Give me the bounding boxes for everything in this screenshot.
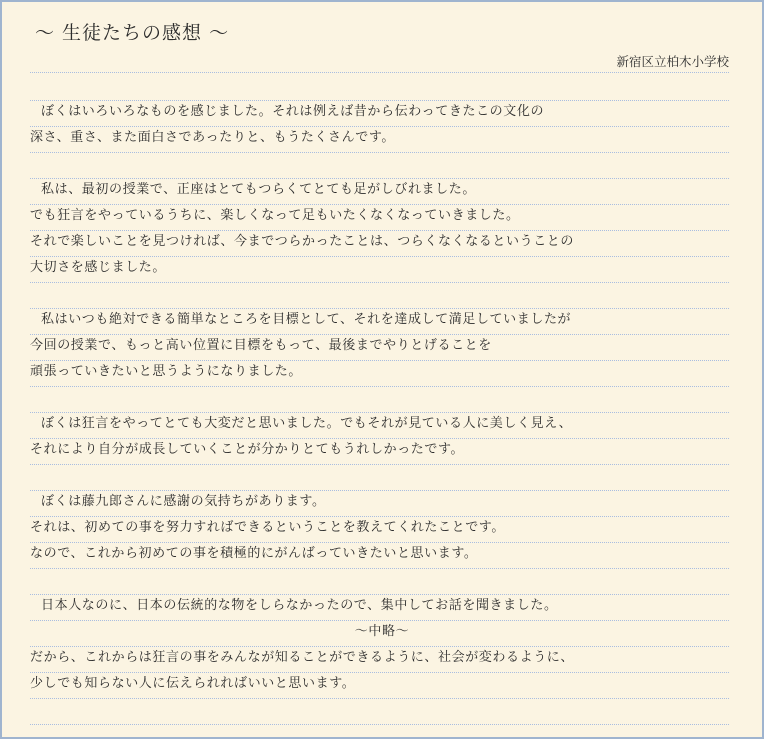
school-name: 新宿区立柏木小学校: [616, 54, 729, 69]
ruled-line: [30, 152, 729, 153]
ruled-line: [30, 698, 729, 699]
essay-line: 大切さを感じました。: [30, 260, 167, 275]
essay-line: それは、初めての事を努力すればできるということを教えてくれたことです。: [30, 520, 505, 535]
ruled-line: [30, 282, 729, 283]
essay-line: だから、これからは狂言の事をみんなが知ることができるように、社会が変わるように、: [30, 650, 575, 665]
essay-line: 私は、最初の授業で、正座はとてもつらくてとても足がしびれました。: [41, 182, 476, 197]
essay-line: 深さ、重さ、また面白さであったりと、もうたくさんです。: [30, 130, 395, 145]
essay-line: ぼくは藤九郎さんに感謝の気持ちがあります。: [41, 494, 326, 509]
essay-line: それで楽しいことを見つければ、今までつらかったことは、つらくなくなるということの: [30, 234, 575, 249]
essay-line: 今回の授業で、もっと高い位置に目標をもって、最後までやりとげることを: [30, 338, 492, 353]
page-title: ～ 生徒たちの感想 ～: [35, 22, 230, 44]
essay-line: 日本人なのに、日本の伝統的な物をしらなかったので、集中してお話を聞きました。: [41, 598, 558, 613]
ruled-line: [30, 464, 729, 465]
essay-line: でも狂言をやっているうちに、楽しくなって足もいたくなくなっていきました。: [30, 208, 520, 223]
ruled-line: [30, 72, 729, 73]
essay-line: 私はいつも絶対できる簡単なところを目標として、それを達成して満足していましたが: [41, 312, 572, 327]
essay-line: 頑張っていきたいと思うようになりました。: [30, 364, 303, 379]
essay-line: ぼくはいろいろなものを感じました。それは例えば昔から伝わってきたこの文化の: [41, 104, 545, 119]
ruled-line: [30, 724, 729, 725]
ruled-line: [30, 386, 729, 387]
essay-line: それにより自分が成長していくことが分かりとてもうれしかったです。: [30, 442, 465, 457]
essay-line: なので、これから初めての事を積極的にがんばっていきたいと思います。: [30, 546, 478, 561]
ruled-line: [30, 568, 729, 569]
omission-marker: ～中略～: [354, 624, 410, 639]
essay-line: ぼくは狂言をやってとても大変だと思いました。でもそれが見ている人に美しく見え、: [41, 416, 573, 431]
essay-line: 少しでも知らない人に伝えられればいいと思います。: [30, 676, 356, 691]
